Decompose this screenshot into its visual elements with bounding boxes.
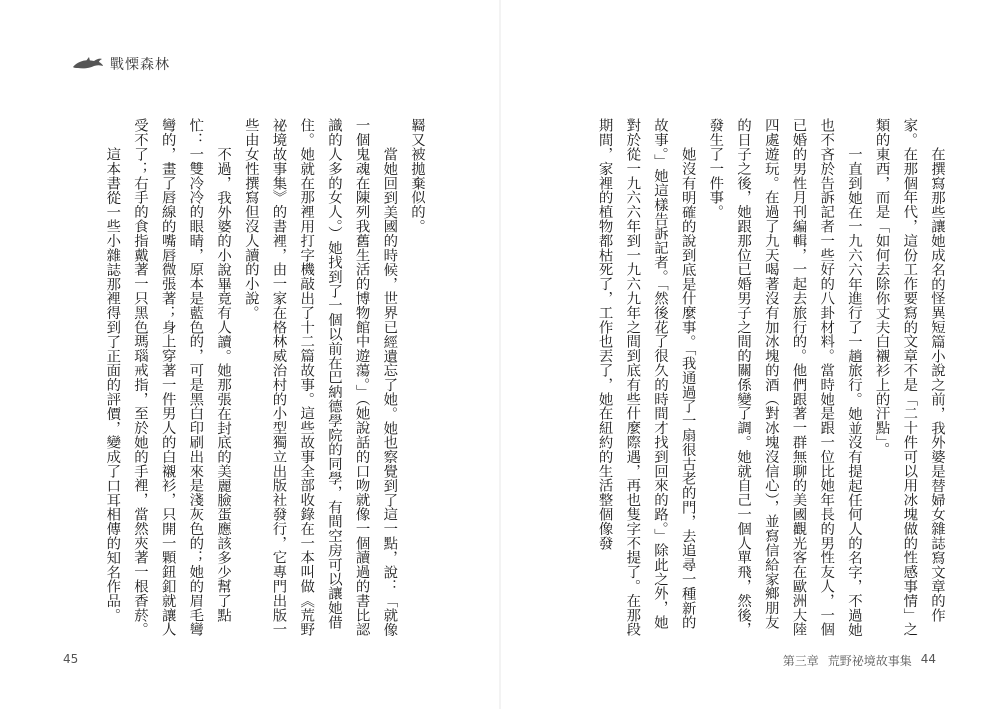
paragraph: 她沒有明確的說到底是什麼事。「我通過了一扇很古老的門，去追尋一種新的故事。」她這樣告訴記者。「然後花了很久的時間才找到回來的路。」除此之外，她對於從一九六六年到一九六九年之間到底有些什麼際遇，再也隻字不提了。在那段期間，家裡的植物都枯死了，工作也丟了，她在紐約的生活整個像發 <box>596 118 696 637</box>
page-number-right: 44 <box>920 652 936 666</box>
paragraph: 在撰寫那些讓她成名的怪異短篇小說之前，我外婆是替婦女雜誌寫文章的作家。在那個年代，這份工作要寫的文章不是「二十件可以用冰塊做的性感事情」之類的東西，而是「如何去除你丈夫白襯衫上的汗點」。 <box>873 118 945 637</box>
paragraph: 不過，我外婆的小說畢竟有人讀。她那張在封底的美麗臉蛋應該多少幫了點忙：一雙冷冷的眼睛，原本是藍色的，可是黑白印刷出來是淺灰色的；她的眉毛彎彎的，畫了唇線的嘴唇微張著；身上穿著一件男人的白襯衫，只開一顆鈕釦就讓人受不了；右手的食指戴著一只黑色瑪瑙戒指，至於她的手裡，當然夾著一根香菸。 <box>131 118 232 637</box>
paragraph: 當她回到美國的時候，世界已經遺忘了她。她也察覺到了這一點，說：「就像一個鬼魂在陳列我舊生活的博物館中遊蕩。」（她說話的口吻就像一個讀過的書比認識的人多的女人。）她找到了一個以前在巴納德學院的同學，有間空房可以讓她借住。她就在那裡用打字機敲出了十二篇故事。這些故事全部收錄在一本叫做《荒野祕境故事集》的書裡，由一家在格林威治村的小型獨立出版社發行，它專門出版一些由女性撰寫但沒人讀的小說。 <box>242 118 398 637</box>
page-number-left: 45 <box>63 652 79 666</box>
brand-name: 戰慄森林 <box>110 57 170 73</box>
running-footer-right <box>783 652 936 669</box>
chapter-label: 第三章 <box>782 654 819 668</box>
chapter-title: 荒野祕境故事集 <box>827 654 912 668</box>
paragraph: 一直到她在一九六六年進行了一趟旅行。她並沒有提起任何人的名字，不過她也不吝於告訴記者一些好的八卦材料。當時她是跟一位比她年長的男性友人，一個已婚的男性月刊編輯，一起去旅行的。他們跟著一群無聊的美國觀光客在歐洲大陸四處遊玩。在過了九天喝著沒有加冰塊的酒（對冰塊沒信心），並寫信給家鄉朋友的日子之後，她跟那位已婚男子之間的關係變了調。她就自己一個人單飛，然後，發生了一件事。 <box>707 118 862 637</box>
paragraph: 這本書從一些小雜誌那裡得到了正面的評價，變成了口耳相傳的知名作品。 <box>104 146 121 622</box>
right-page <box>500 0 1000 709</box>
publisher-brand <box>72 54 170 74</box>
dolphin-icon <box>72 57 104 71</box>
right-page-body <box>590 118 950 640</box>
paragraph: 羇又被拋棄似的。 <box>409 118 425 234</box>
left-page-body <box>80 118 430 640</box>
